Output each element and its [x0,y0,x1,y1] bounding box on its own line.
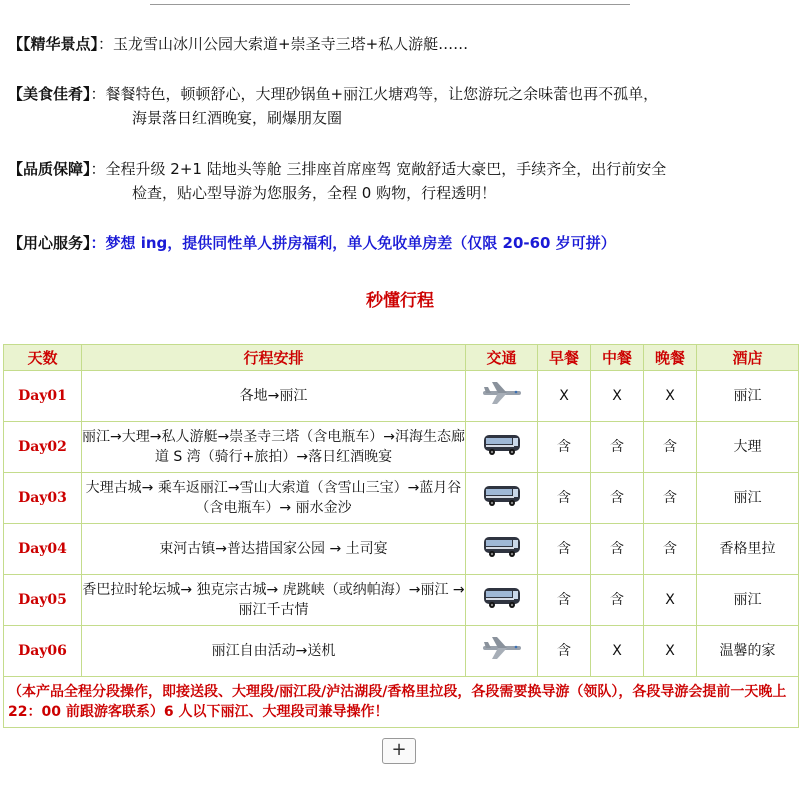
transport-cell [466,371,538,422]
itinerary-table [3,344,799,728]
hotel-cell: 丽江 [697,371,799,422]
day-cell: Day05 [4,575,82,626]
quality-section [8,157,792,205]
day-cell: Day02 [4,422,82,473]
bus-icon [481,447,523,463]
breakfast-cell: 含 [538,575,591,626]
route-cell: 束河古镇→普达措国家公园 → 土司宴 [82,524,466,575]
route-cell: 丽江自由活动→送机 [82,626,466,677]
route-cell: 各地→丽江 [82,371,466,422]
route-cell: 丽江→大理→私人游艇→崇圣寺三塔（含电瓶车）→洱海生态廊道 S 湾（骑行+旅拍）→落日红酒晚宴 [82,422,466,473]
quality-content-line1: ：全程升级 2+1 陆地头等舱 三排座首席座驾 宽敞舒适大豪巴，手续齐全，出行前安全 [90,160,667,178]
quality-content-line2: 检查，贴心型导游为您服务，全程 0 购物，行程透明！ [132,184,497,202]
transport-cell [466,422,538,473]
table-row [4,626,799,677]
expand-button[interactable]: + [382,738,416,764]
route-cell: 大理古城→ 乘车返丽江→雪山大索道（含雪山三宝）→蓝月谷（含电瓶车）→ 丽水金沙 [82,473,466,524]
hotel-cell: 丽江 [697,473,799,524]
hotel-cell: 大理 [697,422,799,473]
highlights-content: ：玉龙雪山冰川公园大索道+崇圣寺三塔+私人游艇…… [98,35,469,53]
breakfast-cell: 含 [538,422,591,473]
dinner-cell: 含 [644,524,697,575]
header-lunch: 中餐 [591,345,644,371]
transport-cell [466,626,538,677]
header-breakfast: 早餐 [538,345,591,371]
lunch-cell: 含 [591,524,644,575]
breakfast-cell: 含 [538,524,591,575]
plane-icon [482,651,522,667]
food-content-line1: ：餐餐特色，顿顿舒心，大理砂锅鱼+丽江火塘鸡等，让您游玩之余味蕾也再不孤单， [90,85,659,103]
dinner-cell: X [644,626,697,677]
service-content: ：梦想 ing，提供同性单人拼房福利，单人免收单房差（仅限 20-60 岁可拼） [90,234,616,252]
bus-icon [481,549,523,565]
day-cell: Day03 [4,473,82,524]
table-row [4,422,799,473]
bus-icon [481,498,523,514]
header-hotel: 酒店 [697,345,799,371]
lunch-cell: 含 [591,473,644,524]
table-row [4,371,799,422]
header-day: 天数 [4,345,82,371]
transport-cell [466,473,538,524]
dinner-cell: X [644,575,697,626]
food-section [8,82,792,130]
plane-icon [482,396,522,412]
hotel-cell: 香格里拉 [697,524,799,575]
food-label: 【美食佳肴】 [8,85,91,103]
header-dinner: 晚餐 [644,345,697,371]
day-cell: Day06 [4,626,82,677]
hotel-cell: 丽江 [697,575,799,626]
bus-icon [481,600,523,616]
day-cell: Day01 [4,371,82,422]
day-cell: Day04 [4,524,82,575]
breakfast-cell: 含 [538,626,591,677]
dinner-cell: X [644,371,697,422]
route-cell: 香巴拉时轮坛城→ 独克宗古城→ 虎跳峡（或纳帕海）→丽江 →丽江千古情 [82,575,466,626]
dinner-cell: 含 [644,422,697,473]
lunch-cell: 含 [591,422,644,473]
notice-text: （本产品全程分段操作，即接送段、大理段/丽江段/泸沽湖段/香格里拉段，各段需要换导游（领队），各段导游会提前一天晚上 22：00 前跟游客联系）6 人以下丽江、大理段司兼导操作！ [4,677,799,728]
header-route: 行程安排 [82,345,466,371]
lunch-cell: X [591,371,644,422]
highlights-section [8,32,792,56]
header-transport: 交通 [466,345,538,371]
notice-row [4,677,799,728]
lunch-cell: 含 [591,575,644,626]
food-content-line2: 海景落日红酒晚宴，刷爆朋友圈 [132,109,343,127]
breakfast-cell: X [538,371,591,422]
table-header-row [4,345,799,371]
transport-cell [466,524,538,575]
table-row [4,575,799,626]
itinerary-title: 秒懂行程 [366,291,434,311]
table-row [4,524,799,575]
cropped-top-text-edge [150,0,630,5]
transport-cell [466,575,538,626]
table-row [4,473,799,524]
dinner-cell: 含 [644,473,697,524]
highlights-label: 【【精华景点】 [8,35,99,53]
quality-label: 【品质保障】 [8,160,91,178]
hotel-cell: 温馨的家 [697,626,799,677]
service-section [8,231,792,255]
breakfast-cell: 含 [538,473,591,524]
service-label: 【用心服务】 [8,234,91,252]
lunch-cell: X [591,626,644,677]
